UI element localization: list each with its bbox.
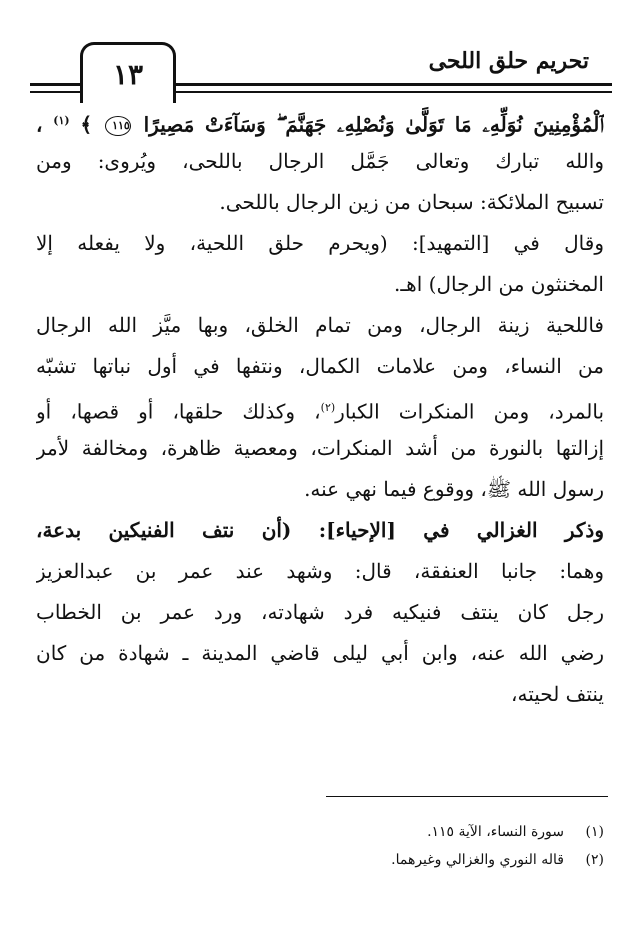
body-line-text: وهما: جانبا العنفقة، قال: وشهد عند عمر بن عبدالعزيز bbox=[36, 559, 604, 583]
footnotes bbox=[36, 818, 604, 874]
body-line bbox=[36, 510, 604, 551]
body-line bbox=[36, 264, 604, 305]
footnote-separator bbox=[326, 796, 608, 797]
footnote-item bbox=[36, 818, 604, 846]
body-line bbox=[36, 223, 604, 264]
body-line-text: المخنثون من الرجال) اهـ. bbox=[393, 272, 604, 296]
body-line-text: فاللحية زينة الرجال، ومن تمام الخلق، وبها ميَّز الله الرجال bbox=[36, 313, 604, 337]
page-body bbox=[36, 100, 604, 715]
chapter-title: تحريم حلق اللحى bbox=[428, 48, 589, 74]
footnote-text: قاله النوري والغزالي وغيرهما. bbox=[391, 852, 564, 868]
body-line-text: رجل كان ينتف فنيكيه فرد شهادته، ورد عمر بن الخطاب bbox=[36, 600, 604, 624]
quran-close-bracket: ﴾ bbox=[80, 112, 93, 137]
body-line-text: وذكر الغزالي في [الإحياء]: (أن نتف الفنيكين بدعة، bbox=[36, 518, 604, 542]
body-line bbox=[36, 633, 604, 674]
body-line bbox=[36, 551, 604, 592]
body-line-text: ينتف لحيته، bbox=[511, 682, 604, 706]
body-line bbox=[36, 387, 604, 428]
page-header bbox=[0, 0, 625, 110]
page-number: ١٣ bbox=[80, 42, 176, 103]
body-line-text: بالمرد، ومن المنكرات الكبار bbox=[335, 399, 604, 424]
footnote-text: سورة النساء، الآية ١١٥. bbox=[427, 824, 564, 840]
ayah-number-marker: ١١٥ bbox=[105, 116, 131, 136]
body-line-text: من النساء، ومن علامات الكمال، ونتفها في أول نباتها تشبّه bbox=[36, 354, 604, 378]
body-line bbox=[36, 674, 604, 715]
footnote-number: (١) bbox=[585, 824, 604, 840]
body-line-text: رضي الله عنه، وابن أبي ليلى قاضي المدينة ـ شهادة من كان bbox=[36, 641, 604, 665]
body-line-text: رسول الله ﷺ، ووقوع فيما نهي عنه. bbox=[304, 477, 604, 501]
body-line-text-cont: ، وكذلك حلقها، أو قصها، أو bbox=[36, 399, 321, 424]
body-line-text: والله تبارك وتعالى جَمَّل الرجال باللحى، ويُروى: ومن bbox=[36, 149, 604, 173]
quran-trailing-comma: ، bbox=[36, 112, 43, 137]
body-paragraphs bbox=[36, 141, 604, 715]
footnote-ref-2: (٢) bbox=[320, 401, 336, 414]
body-line-text: إزالتها بالنورة من أشد المنكرات، ومعصية ظاهرة، ومخالفة لأمر bbox=[36, 436, 604, 460]
body-line-text: وقال في [التمهيد]: (ويحرم حلق اللحية، ولا يفعله إلا bbox=[36, 231, 604, 255]
body-line bbox=[36, 182, 604, 223]
body-line bbox=[36, 141, 604, 182]
body-line bbox=[36, 469, 604, 510]
body-line-text: تسبيح الملائكة: سبحان من زين الرجال باللحى. bbox=[219, 190, 604, 214]
body-line bbox=[36, 592, 604, 633]
footnote-ref-1: (١) bbox=[53, 114, 70, 127]
quran-verse-text: ٱلْمُؤْمِنِينَ نُوَلِّهِۦ مَا تَوَلَّىٰ وَنُصْلِهِۦ جَهَنَّمَ ۖ وَسَآءَتْ مَصِيرًا bbox=[143, 112, 604, 137]
body-line bbox=[36, 346, 604, 387]
quran-verse-line bbox=[36, 100, 604, 141]
body-line bbox=[36, 305, 604, 346]
body-line bbox=[36, 428, 604, 469]
footnote-number: (٢) bbox=[585, 852, 604, 868]
footnote-item bbox=[36, 846, 604, 874]
